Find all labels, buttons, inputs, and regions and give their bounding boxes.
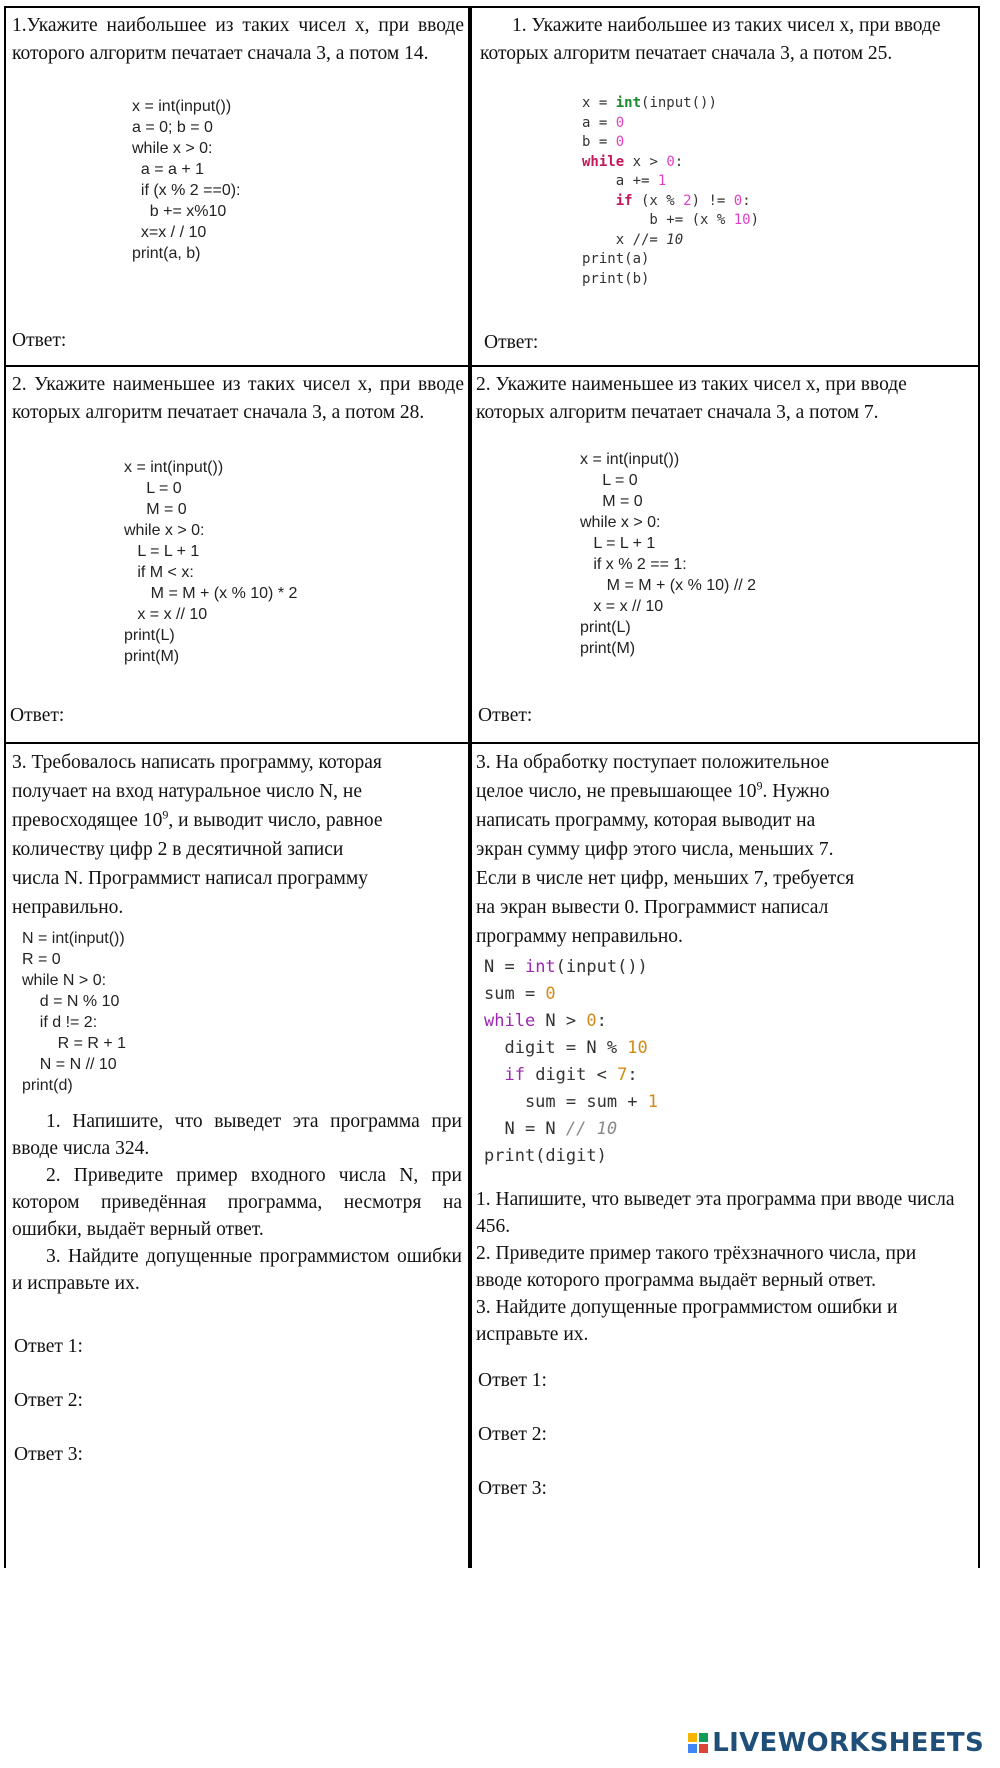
code-line: x=x / / 10: [132, 224, 207, 241]
task-line: 3. Требовалось написать программу, которая: [12, 752, 382, 773]
top-border: [4, 6, 980, 8]
code-block: [580, 449, 756, 659]
code-line: L = L + 1: [580, 535, 656, 552]
task-cell-r3-left: [12, 746, 464, 1566]
task-line: числа N. Программист написал программу: [12, 868, 368, 889]
code-line: R = 0: [22, 951, 61, 968]
question-3: 3. Найдите допущенные программистом ошибки и исправьте их.: [476, 1297, 898, 1345]
task-fragment: превосходящее 10: [12, 810, 163, 831]
code-line: N = int(input()): [22, 930, 125, 947]
task-text: [12, 748, 464, 922]
code-line: sum = sum + 1: [484, 1092, 659, 1112]
task-line: неправильно.: [12, 897, 124, 918]
question-2: 2. Приведите пример такого трёхзначного числа, при вводе которого программа выдаёт верный ответ.: [476, 1243, 917, 1291]
code-line: L = 0: [580, 472, 638, 489]
code-line: print(L): [124, 627, 175, 644]
code-line: x = int(input()): [580, 451, 680, 468]
subquestions: [12, 1108, 462, 1297]
task-fragment: . Нужно: [762, 781, 830, 802]
logo-icon: [688, 1733, 708, 1753]
task-line: получает на вход натуральное число N, не: [12, 781, 363, 802]
code-block: [124, 457, 297, 667]
task-cell-r2-right: [476, 369, 974, 739]
code-line: x = x // 10: [580, 598, 664, 615]
answer-2-label: Ответ 2:: [14, 1390, 83, 1411]
task-text: [476, 748, 974, 951]
code-line: b += x%10: [132, 203, 227, 220]
code-line: x = int(input()): [124, 459, 224, 476]
task-cell-r3-right: [476, 746, 974, 1566]
answer-1-label: Ответ 1:: [14, 1336, 83, 1357]
code-line: M = 0: [124, 501, 187, 518]
code-line: x = int(input()): [132, 98, 232, 115]
code-line: M = M + (x % 10) // 2: [580, 577, 757, 594]
code-line: while N > 0:: [484, 1011, 607, 1031]
answer-2-label: Ответ 2:: [478, 1424, 547, 1445]
task-text: 1. Укажите наибольшее из таких чисел x, при вводе которых алгоритм печатает сначала 3, а потом 25.: [480, 15, 941, 64]
code-line: while x > 0:: [124, 522, 205, 539]
answer-label: Ответ:: [478, 705, 533, 726]
task-line: 3. На обработку поступает положительное: [476, 752, 830, 773]
liveworksheets-logo: [688, 1728, 984, 1758]
code-line: while x > 0:: [132, 140, 213, 157]
code-line: N = N // 10: [22, 1056, 117, 1073]
code-line: while x > 0:: [582, 153, 684, 170]
task-line: написать программу, которая выводит на: [476, 810, 816, 831]
code-block: [484, 954, 658, 1170]
code-line: print(digit): [484, 1146, 607, 1166]
code-line: print(M): [580, 640, 636, 657]
code-line: N = int(input()): [484, 957, 648, 977]
code-line: digit = N % 10: [484, 1038, 648, 1058]
subquestions: [476, 1186, 966, 1348]
code-line: a = 0: [582, 114, 625, 131]
code-line: x //= 10: [582, 231, 684, 248]
question-2: 2. Приведите пример входного числа N, при котором приведённая программа, несмотря на ошибки, выдаёт верный ответ.: [12, 1165, 462, 1240]
code-line: if x % 2 == 1:: [580, 556, 687, 573]
code-line: d = N % 10: [22, 993, 120, 1010]
code-line: a = a + 1: [132, 161, 205, 178]
task-line: [476, 777, 974, 806]
task-text: 2. Укажите наименьшее из таких чисел x, при вводе которых алгоритм печатает сначала 3, а потом 7.: [476, 374, 907, 423]
code-line: if (x % 2) != 0:: [615, 192, 751, 209]
task-cell-r1-left: [12, 10, 464, 362]
code-line: N = N // 10: [484, 1119, 618, 1139]
code-line: b += (x % 10): [582, 212, 760, 228]
task-fragment: , и выводит число, равное: [168, 810, 383, 831]
row-divider-1: [4, 365, 980, 367]
answer-1-label: Ответ 1:: [478, 1370, 547, 1391]
code-line: while x > 0:: [580, 514, 661, 531]
answer-label: Ответ:: [484, 332, 539, 353]
code-line: a = 0; b = 0: [132, 119, 213, 136]
code-line: M = M + (x % 10) * 2: [124, 585, 298, 602]
question-1: 1. Напишите, что выведет эта программа при вводе числа 456.: [476, 1189, 955, 1237]
code-line: x = x // 10: [124, 606, 208, 623]
code-line: a += 1: [582, 173, 667, 189]
code-line: b = 0: [582, 134, 625, 150]
task-text: 2. Укажите наименьшее из таких чисел x, при вводе которых алгоритм печатает сначала 3, а потом 28.: [12, 374, 464, 423]
logo-text: LIVEWORKSHEETS: [712, 1728, 984, 1758]
code-line: x = int(input()): [582, 95, 717, 111]
code-line: print(M): [124, 648, 180, 665]
code-line: M = 0: [580, 493, 643, 510]
task-line: экран сумму цифр этого числа, меньших 7.: [476, 839, 834, 860]
code-block: [22, 928, 126, 1096]
code-line: print(a): [582, 251, 650, 267]
code-line: while N > 0:: [22, 972, 107, 989]
task-line: программу неправильно.: [476, 926, 683, 947]
exponent: 9: [162, 807, 169, 822]
task-cell-r2-left: [12, 369, 464, 739]
answer-label: Ответ:: [12, 330, 67, 351]
task-text: 1.Укажите наибольшее из таких чисел x, при вводе которого алгоритм печатает сначала 3, а потом 14.: [12, 15, 464, 64]
answer-label: Ответ:: [10, 705, 65, 726]
task-line: [12, 806, 464, 835]
task-line: Если в числе нет цифр, меньших 7, требуется: [476, 868, 855, 889]
code-line: print(d): [22, 1077, 73, 1094]
code-line: print(a, b): [132, 245, 201, 262]
answer-3-label: Ответ 3:: [478, 1478, 547, 1499]
task-line: на экран вывести 0. Программист написал: [476, 897, 829, 918]
code-line: L = 0: [124, 480, 182, 497]
code-line: L = L + 1: [124, 543, 200, 560]
answer-3-label: Ответ 3:: [14, 1444, 83, 1465]
code-block: [132, 96, 240, 264]
code-line: if M < x:: [124, 564, 194, 581]
task-fragment: целое число, не превышающее 10: [476, 781, 757, 802]
middle-divider: [468, 6, 472, 1568]
question-3: 3. Найдите допущенные программистом ошибки и исправьте их.: [12, 1246, 462, 1294]
row-divider-2: [4, 742, 980, 744]
task-line: количеству цифр 2 в десятичной записи: [12, 839, 344, 860]
exponent: 9: [756, 778, 763, 793]
code-line: if (x % 2 ==0):: [132, 182, 241, 199]
code-line: print(b): [582, 270, 650, 287]
code-line: R = R + 1: [22, 1035, 127, 1052]
right-border: [978, 6, 980, 1568]
code-line: sum = 0: [484, 984, 556, 1004]
code-line: if d != 2:: [22, 1014, 98, 1031]
code-line: if digit < 7:: [504, 1065, 638, 1085]
left-border: [4, 6, 6, 1568]
code-block: [582, 94, 759, 289]
task-cell-r1-right: [478, 10, 974, 362]
code-line: print(L): [580, 619, 631, 636]
question-1: 1. Напишите, что выведет эта программа при вводе числа 324.: [12, 1111, 462, 1159]
